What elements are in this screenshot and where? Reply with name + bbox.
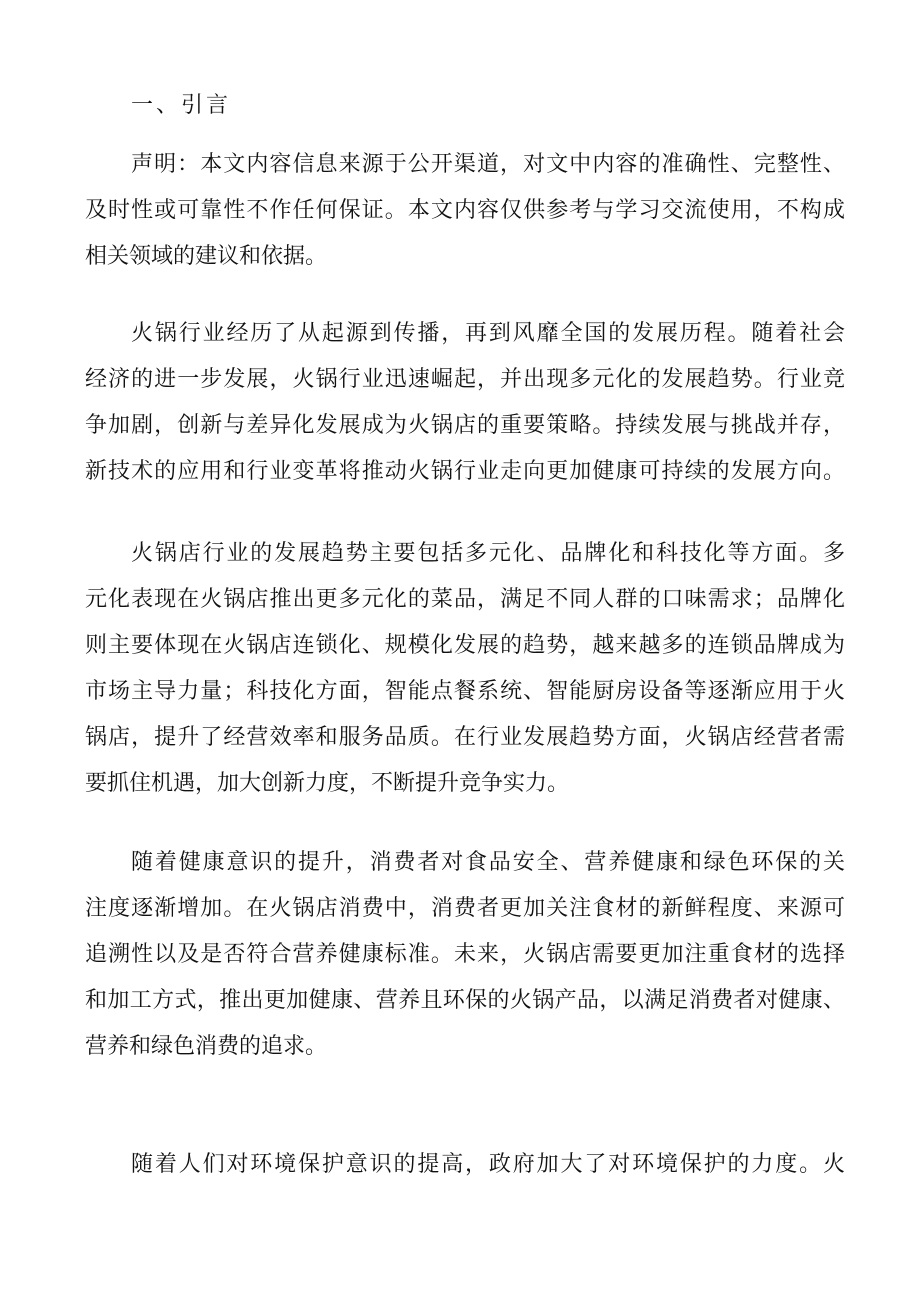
paragraph-line: 随着人们对环境保护意识的提高，政府加大了对环境保护的力度。火 (131, 1152, 845, 1177)
paragraph-line: 新技术的应用和行业变革将推动火锅行业走向更加健康可持续的发展方向。 (85, 459, 845, 484)
paragraph-line: 随着健康意识的提升，消费者对食品安全、营养健康和绿色环保的关 (131, 850, 845, 875)
paragraph-line: 锅店，提升了经营效率和服务品质。在行业发展趋势方面，火锅店经营者需 (85, 725, 845, 750)
paragraph-line: 争加剧，创新与差异化发展成为火锅店的重要策略。持续发展与挑战并存， (85, 413, 845, 438)
section-heading: 一、引言 (131, 93, 232, 118)
paragraph-industry-history (85, 311, 845, 495)
paragraph-development-trends (85, 531, 845, 807)
paragraph-line: 则主要体现在火锅店连锁化、规模化发展的趋势，越来越多的连锁品牌成为 (85, 633, 845, 658)
paragraph-line: 及时性或可靠性不作任何保证。本文内容仅供参考与学习交流使用，不构成 (85, 198, 845, 223)
paragraph-health-awareness (85, 840, 845, 1070)
paragraph-line: 火锅店行业的发展趋势主要包括多元化、品牌化和科技化等方面。多 (131, 541, 845, 566)
paragraph-line: 市场主导力量；科技化方面，智能点餐系统、智能厨房设备等逐渐应用于火 (85, 679, 845, 704)
paragraph-line: 追溯性以及是否符合营养健康标准。未来，火锅店需要更加注重食材的选择 (85, 942, 845, 967)
paragraph-line: 相关领域的建议和依据。 (85, 244, 328, 269)
paragraph-line: 元化表现在火锅店推出更多元化的菜品，满足不同人群的口味需求；品牌化 (85, 587, 845, 612)
paragraph-line: 经济的进一步发展，火锅行业迅速崛起，并出现多元化的发展趋势。行业竞 (85, 367, 845, 392)
paragraph-line: 营养和绿色消费的追求。 (85, 1034, 328, 1059)
paragraph-disclaimer (85, 142, 845, 280)
paragraph-line: 声明：本文内容信息来源于公开渠道，对文中内容的准确性、完整性、 (131, 152, 845, 177)
paragraph-line: 注度逐渐增加。在火锅店消费中，消费者更加关注食材的新鲜程度、来源可 (85, 896, 845, 921)
paragraph-line: 要抓住机遇，加大创新力度，不断提升竞争实力。 (85, 771, 570, 796)
paragraph-environment (85, 1142, 845, 1188)
paragraph-line: 火锅行业经历了从起源到传播，再到风靡全国的发展历程。随着社会 (131, 321, 845, 346)
paragraph-line: 和加工方式，推出更加健康、营养且环保的火锅产品，以满足消费者对健康、 (85, 988, 845, 1013)
